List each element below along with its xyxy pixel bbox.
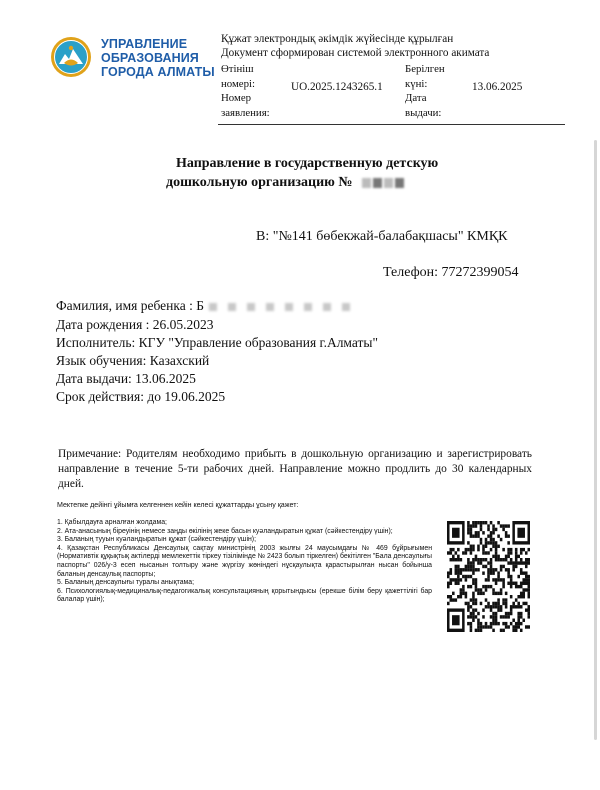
header-line-kz: Құжат электрондық әкімдік жүйесінде құрылған bbox=[221, 33, 454, 45]
document-item: 1. Қабылдауға арналған жолдама; bbox=[57, 519, 167, 526]
documents-list bbox=[57, 519, 432, 605]
header-line-ru: Документ сформирован системой электронного акимата bbox=[221, 47, 490, 59]
issue-date-label: Берілген күні: Дата выдачи: bbox=[405, 63, 445, 119]
document-item: 6. Психологиялық-медициналық-педагогикалық консультацияның қорытындысы (ерекше білім беру қажеттілігі бар балалар үшін); bbox=[57, 587, 432, 604]
almaty-emblem-logo bbox=[50, 36, 92, 78]
document-item: 4. Қазақстан Республикасы Денсаулық сақтау министрінің 2003 жылғы 24 маусымдағы № 469 бұйрығымен (Нормативтік құқықтық актілерді мемлекеттік тіркеу тізілімінде № 2423 болып тіркелген) бекітілген "Бала денсаулығы паспорты" 026/у-3 есеп нысанын толтыру және жүргізу жөніндегі нұсқаулықта қарастырылған нысан бойынша баланың денсаулық паспорты; bbox=[57, 544, 432, 578]
document-item: 2. Ата-анасының біреуінің немесе заңды өкілінің жеке басын куәландыратын құжат (сәйкестендіру үшін); bbox=[57, 527, 393, 535]
issue-date-value: 13.06.2025 bbox=[472, 81, 523, 93]
documents-intro: Мектепке дейінгі ұйымға келгеннен кейін келесі құжаттарды ұсыну қажет: bbox=[57, 501, 299, 509]
logo-title: УПРАВЛЕНИЕ ОБРАЗОВАНИЯ ГОРОДА АЛМАТЫ bbox=[101, 37, 215, 79]
application-number-value: UO.2025.1243265.1 bbox=[291, 81, 383, 93]
field-issue-date: Дата выдачи: 13.06.2025 bbox=[56, 371, 196, 386]
field-birth-date: Дата рождения : 26.05.2023 bbox=[56, 317, 214, 332]
header-divider bbox=[218, 124, 565, 125]
document-title-line2: дошкольную организацию № bbox=[166, 175, 600, 191]
qr-code bbox=[447, 521, 530, 632]
recipient-organization: В: "№141 бөбекжай-балабақшасы" КМҚК bbox=[256, 229, 508, 244]
field-executor: Исполнитель: КГУ "Управление образования г.Алматы" bbox=[56, 335, 379, 350]
document-item: 3. Баланың тууын куәландыратын құжат (сәйкестендіру үшін); bbox=[57, 536, 256, 544]
field-language: Язык обучения: Казахский bbox=[56, 353, 210, 368]
recipient-phone: Телефон: 77272399054 bbox=[383, 265, 519, 280]
application-number-label: Өтініш номері: Номер заявления: bbox=[221, 63, 270, 119]
document-item: 5. Баланың денсаулығы туралы анықтама; bbox=[57, 579, 195, 587]
note-paragraph: Примечание: Родителям необходимо прибыть в дошкольную организацию и зарегистрировать направление в течение 5-ти рабочих дней. Направление можно продлить до 30 календарных дней. bbox=[58, 448, 532, 490]
document-title-line1: Направление в государственную детскую bbox=[176, 156, 439, 171]
redacted-child-name bbox=[209, 299, 361, 315]
scrollbar[interactable] bbox=[594, 140, 597, 740]
field-child-name: Фамилия, имя ребенка : Б bbox=[56, 298, 361, 315]
field-valid-until: Срок действия: до 19.06.2025 bbox=[56, 389, 226, 404]
